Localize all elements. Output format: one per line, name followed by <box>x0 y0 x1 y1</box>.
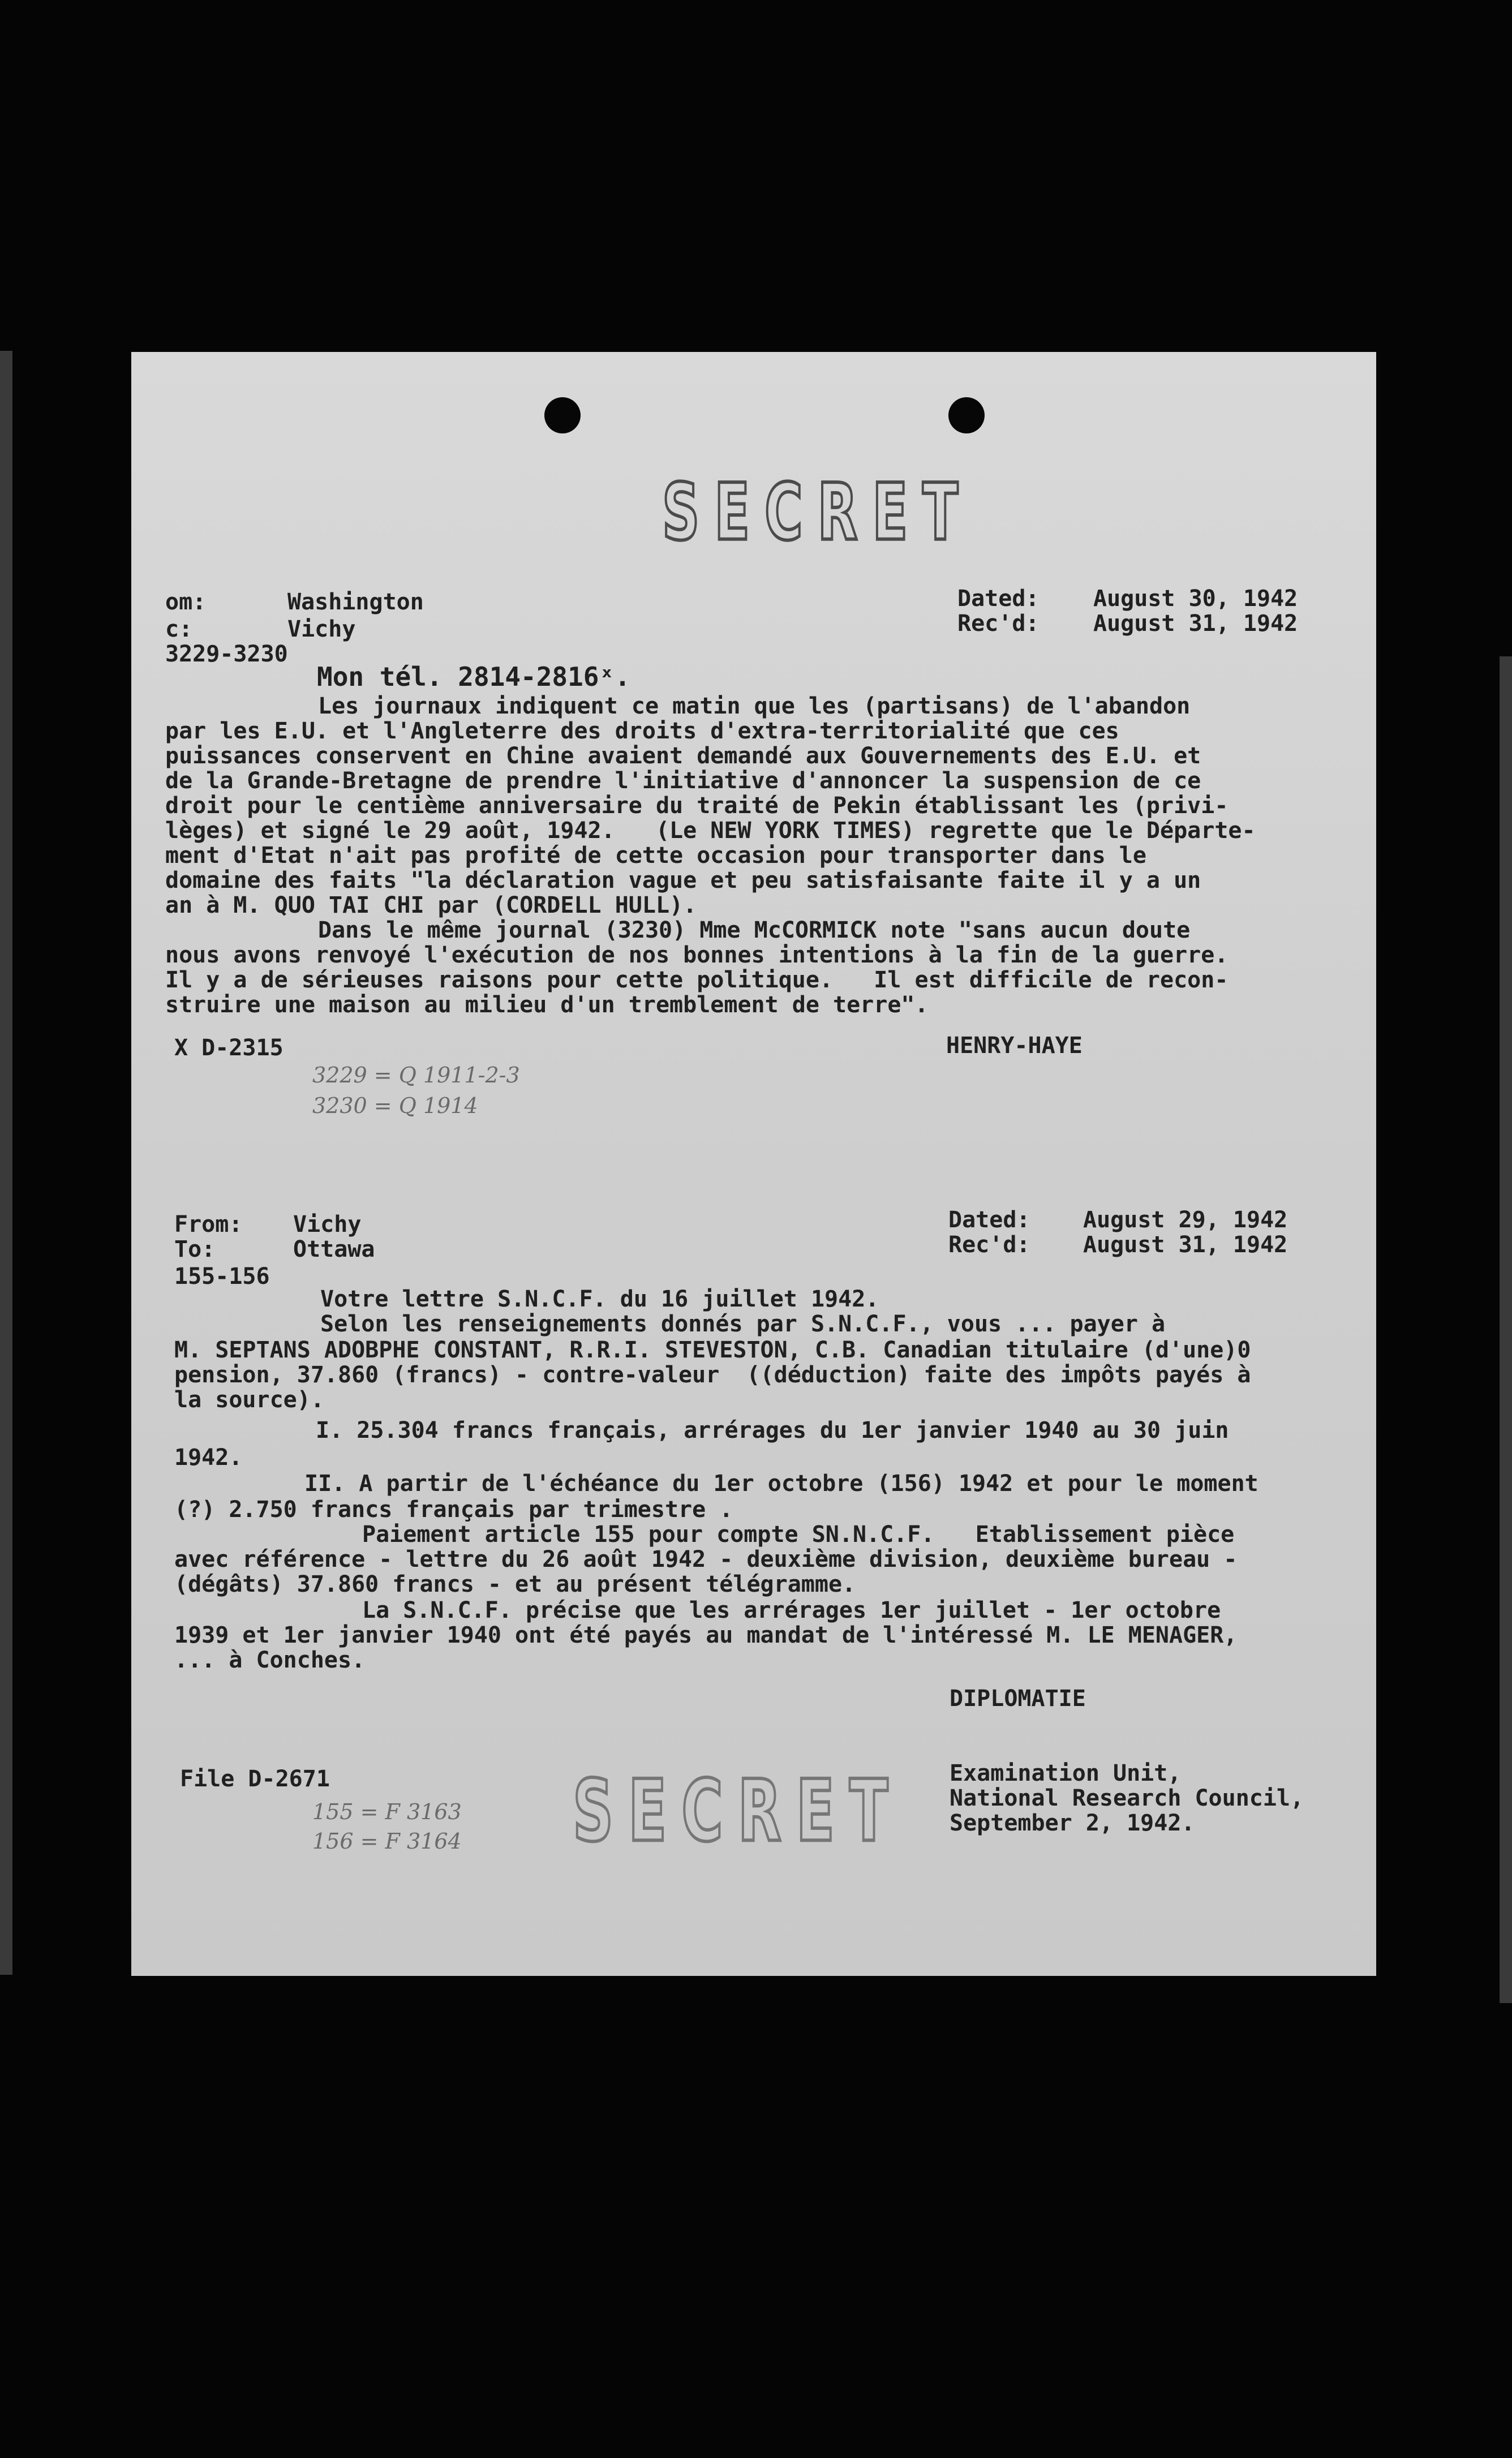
body-line-2-4: pension, 37.860 (francs) - contre-valeur ((déduction) faite des impôts payés à <box>174 1362 1251 1388</box>
body-line-1-13: Il y a de sérieuses raisons pour cette politique. Il est difficile de recon- <box>165 967 1228 993</box>
body-line-1-14: struire une maison au milieu d'un tremblement de terre". <box>165 992 929 1018</box>
body-line-1-1: Mon tél. 2814-2816ˣ. <box>317 661 630 692</box>
body-line-2-8: II. A partir de l'échéance du 1er octobre (156) 1942 et pour le moment <box>304 1471 1258 1497</box>
unit-line-2: National Research Council, <box>950 1785 1304 1811</box>
to-label-1: c: <box>165 616 193 642</box>
document-page <box>131 352 1376 1976</box>
body-line-2-2: Selon les renseignements donnés par S.N.C.F., vous ... payer à <box>320 1311 1166 1337</box>
signature-1: HENRY-HAYE <box>946 1033 1083 1059</box>
body-line-2-3: M. SEPTANS ADOBPHE CONSTANT, R.R.I. STEVESTON, C.B. Canadian titulaire (d'une)0 <box>174 1337 1251 1363</box>
dated-label-2: Dated: <box>948 1207 1030 1233</box>
body-line-1-3: par les E.U. et l'Angleterre des droits d'extra-territorialité que ces <box>165 718 1119 744</box>
from-label-2: From: <box>174 1211 243 1237</box>
body-line-2-7: 1942. <box>174 1445 243 1471</box>
body-line-1-10: an à M. QUO TAI CHI par (CORDELL HULL). <box>165 892 697 918</box>
dated-value-1: August 30, 1942 <box>1093 586 1298 612</box>
message-numbers-2: 155-156 <box>174 1264 270 1290</box>
body-line-1-9: domaine des faits "la déclaration vague et peu satisfaisante faite il y a un <box>165 867 1201 893</box>
body-line-2-14: 1939 et 1er janvier 1940 ont été payés au mandat de l'intéressé M. LE MENAGER, <box>174 1622 1238 1648</box>
file-reference: File D-2671 <box>180 1766 330 1792</box>
body-line-1-12: nous avons renvoyé l'exécution de nos bonnes intentions à la fin de la guerre. <box>165 942 1228 968</box>
handwritten-note-2b: 156 = F 3164 <box>312 1829 462 1854</box>
to-label-2: To: <box>174 1236 216 1262</box>
from-label-1: om: <box>165 589 207 615</box>
body-line-1-11: Dans le même journal (3230) Mme McCORMICK note "sans aucun doute <box>318 917 1191 943</box>
signature-2: DIPLOMATIE <box>950 1686 1086 1712</box>
body-line-2-1: Votre lettre S.N.C.F. du 16 juillet 1942. <box>320 1286 879 1312</box>
body-line-2-12: (dégâts) 37.860 francs - et au présent télégramme. <box>174 1571 856 1597</box>
secret-stamp-top: SECRET <box>662 467 973 558</box>
film-edge-left <box>0 351 12 1975</box>
recd-value-2: August 31, 1942 <box>1083 1232 1288 1258</box>
handwritten-note-1a: 3229 = Q 1911-2-3 <box>312 1063 520 1088</box>
body-line-2-5: la source). <box>174 1387 324 1413</box>
body-line-2-13: La S.N.C.F. précise que les arrérages 1er juillet - 1er octobre <box>362 1597 1221 1623</box>
body-line-1-6: droit pour le centième anniversaire du traité de Pekin établissant les (privi- <box>165 793 1228 819</box>
body-line-1-8: ment d'Etat n'ait pas profité de cette occasion pour transporter dans le <box>165 843 1146 869</box>
secret-stamp-bottom: SECRET <box>573 1761 903 1861</box>
dated-label-1: Dated: <box>957 586 1040 612</box>
message-numbers-1: 3229-3230 <box>165 641 288 667</box>
handwritten-note-2a: 155 = F 3163 <box>312 1799 462 1824</box>
body-line-1-5: de la Grande-Bretagne de prendre l'initiative d'annoncer la suspension de ce <box>165 768 1201 794</box>
body-line-2-9: (?) 2.750 francs français par trimestre . <box>174 1497 733 1523</box>
handwritten-note-1b: 3230 = Q 1914 <box>312 1093 478 1118</box>
from-value-1: Washington <box>287 589 424 615</box>
body-line-2-11: avec référence - lettre du 26 août 1942 - deuxième division, deuxième bureau - <box>174 1546 1238 1572</box>
punch-hole-right <box>948 397 985 433</box>
dated-value-2: August 29, 1942 <box>1083 1207 1288 1233</box>
to-value-2: Ottawa <box>293 1236 375 1262</box>
from-value-2: Vichy <box>293 1211 362 1237</box>
punch-hole-left <box>544 397 581 433</box>
unit-line-3: September 2, 1942. <box>950 1810 1195 1836</box>
recd-value-1: August 31, 1942 <box>1093 611 1298 637</box>
body-line-2-15: ... à Conches. <box>174 1647 366 1673</box>
film-edge-right <box>1500 656 1512 2003</box>
recd-label-2: Rec'd: <box>948 1232 1030 1258</box>
unit-line-1: Examination Unit, <box>950 1760 1182 1786</box>
body-line-1-2: Les journaux indiquent ce matin que les (partisans) de l'abandon <box>318 693 1191 719</box>
to-value-1: Vichy <box>287 616 356 642</box>
reference-1: X D-2315 <box>174 1035 284 1061</box>
body-line-2-6: I. 25.304 francs français, arrérages du 1er janvier 1940 au 30 juin <box>316 1417 1229 1443</box>
body-line-1-4: puissances conservent en Chine avaient demandé aux Gouvernements des E.U. et <box>165 743 1201 769</box>
recd-label-1: Rec'd: <box>957 611 1040 637</box>
body-line-1-7: lèges) et signé le 29 août, 1942. (Le NEW YORK TIMES) regrette que le Départe- <box>165 818 1256 844</box>
body-line-2-10: Paiement article 155 pour compte SN.N.C.F. Etablissement pièce <box>362 1522 1235 1548</box>
